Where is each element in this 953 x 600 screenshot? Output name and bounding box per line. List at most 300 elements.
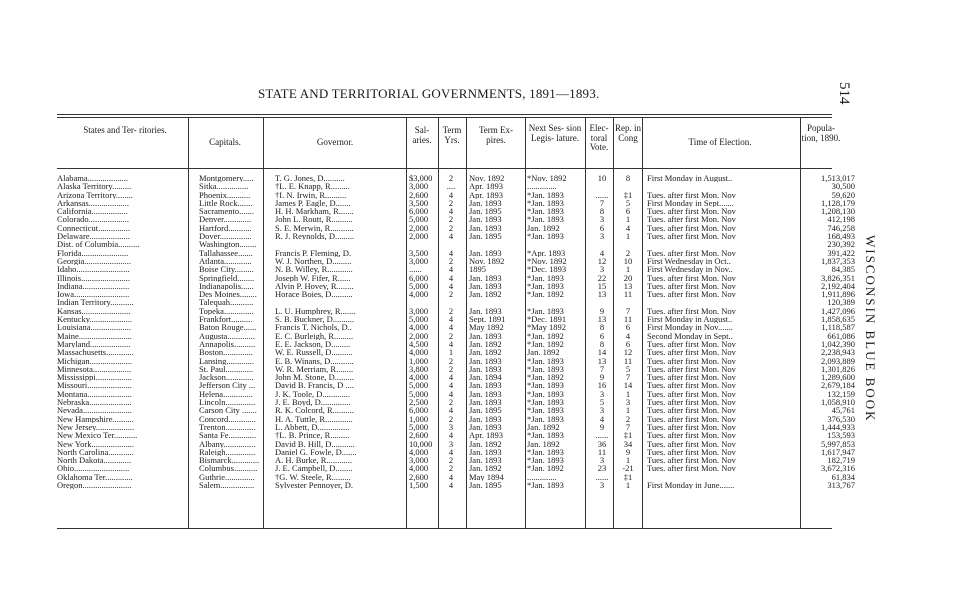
cell-term: 2: [448, 290, 454, 299]
cell-expires: Jan. 1892: [469, 464, 502, 473]
table-row: [57, 389, 855, 399]
table-row: [57, 439, 855, 448]
cell-state: Delaware...................: [57, 232, 130, 241]
cell-governor: H. A. Tuttle, R.............: [275, 414, 353, 423]
cell-term: 2: [448, 223, 454, 233]
cell-expires: Jan. 1892: [469, 339, 502, 349]
cell-governor: L. U. Humphrey, R.......: [275, 306, 356, 316]
running-head: WISCONSIN BLUE BOOK: [863, 235, 878, 423]
header-electoral: Elec- toral Vote.: [589, 123, 609, 152]
table-row: [57, 198, 855, 208]
cell-next: *Jan. 1893: [527, 207, 564, 216]
cell-capital: Sacramento.......: [199, 207, 254, 216]
cell-state: Michigan....................: [57, 356, 133, 365]
cell-state: Indiana......................: [57, 281, 130, 291]
cell-term: 3: [448, 422, 454, 432]
cell-governor: Francis T. Nichols, D..: [275, 323, 352, 332]
cell-next: *May 1892: [527, 323, 566, 332]
cell-next: *Jan. 1893: [527, 406, 564, 415]
cell-time: First Monday in August..: [647, 174, 733, 183]
cell-time: Tues. after first Mon. Nov: [647, 431, 736, 440]
cell-time: Tues. after first Mon. Nov: [647, 364, 736, 374]
cell-pop: 2,093,889: [821, 356, 855, 365]
cell-governor: R. J. Reynolds, D.........: [275, 232, 355, 241]
cell-capital: Jackson.............: [199, 373, 254, 382]
cell-capital: Topeka..............: [199, 306, 254, 316]
cell-time: Second Monday in Sept..: [647, 331, 733, 340]
cell-elec: 13: [597, 290, 607, 299]
top-rule-2: [57, 117, 832, 118]
cell-term: 4: [448, 281, 454, 291]
table-row: [57, 364, 855, 374]
table-row: [57, 223, 855, 233]
cell-expires: Jan. 1892: [469, 439, 502, 448]
cell-state: Illinois.......................: [57, 273, 130, 282]
cell-state: Arizona Territory........: [57, 190, 133, 199]
table-row: [57, 406, 855, 415]
cell-rep: 4: [625, 223, 631, 233]
cell-salary: 6,000: [409, 273, 429, 282]
cell-term: 4: [448, 265, 454, 274]
cell-next: *Jan. 1892: [527, 331, 564, 340]
table-row: [57, 414, 855, 423]
cell-pop: 1,513,017: [821, 174, 855, 183]
cell-next: *Jan. 1893: [527, 281, 564, 291]
cell-time: Tues. after first Mon. Nov: [647, 281, 736, 291]
cell-capital: Washington........: [199, 240, 257, 249]
cell-time: Tues. after first Mon. Nov: [647, 398, 736, 407]
cell-rep: ‡1: [623, 472, 633, 481]
cell-salary: 5,000: [409, 315, 429, 324]
cell-pop: 230,392: [827, 240, 855, 249]
cell-expires: Jan. 1893: [469, 198, 502, 208]
cell-capital: Columbus...........: [199, 464, 258, 473]
cell-pop: 746,258: [827, 223, 855, 233]
cell-governor: †I. N. Irwin, R..........: [275, 190, 347, 199]
cell-elec: 4: [599, 414, 605, 423]
cell-capital: Santa Fe.............: [199, 431, 257, 440]
cell-time: First Monday in June.......: [647, 480, 735, 490]
header-rep: Rep. in Cong: [615, 123, 641, 143]
cell-elec: 10: [597, 174, 607, 183]
cell-capital: Guthrie..............: [199, 472, 255, 481]
cell-next: *Jan. 1892: [527, 290, 564, 299]
cell-expires: May 1892: [469, 323, 504, 332]
cell-expires: Jan. 1893: [469, 447, 502, 457]
header-salary: Sal- aries.: [412, 125, 432, 145]
cell-salary: 2,000: [409, 331, 429, 340]
cell-next: *Jan. 1893: [527, 447, 564, 457]
cell-time: Tues. after first Mon. Nov: [647, 306, 736, 316]
cell-state: Oregon.......................: [57, 480, 132, 490]
table-row: [57, 207, 855, 216]
cell-state: Louisiana...................: [57, 323, 131, 332]
cell-state: Minnesota..................: [57, 364, 132, 374]
cell-term: 2: [448, 464, 454, 473]
cell-expires: Jan. 1895: [469, 480, 502, 490]
cell-term: 4: [448, 381, 454, 390]
cell-state: Georgia......................: [57, 256, 131, 266]
cell-time: First Monday in August..: [647, 315, 733, 324]
cell-elec: 3: [599, 265, 605, 274]
cell-salary: 4,500: [409, 339, 429, 349]
cell-capital: Montgomery.....: [199, 174, 254, 183]
cell-governor: N. B. Willey, R............: [275, 265, 353, 274]
cell-rep: 9: [625, 447, 631, 457]
cell-next: *Dec. 1891: [527, 315, 567, 324]
cell-term: 2: [448, 456, 454, 465]
cell-governor: E. B. Winans, D...........: [275, 356, 354, 365]
cell-governor: J. K. Toole, D.............: [275, 389, 351, 399]
cell-time: Tues. after first Mon. Nov: [647, 290, 736, 299]
cell-state: Missouri.....................: [57, 381, 132, 390]
cell-next: *Apr. 1893: [527, 248, 566, 257]
cell-rep: 2: [625, 248, 631, 257]
cell-term: 2: [448, 256, 454, 266]
cell-pop: 1,289,600: [821, 373, 855, 382]
cell-capital: Indianapolis......: [199, 281, 254, 291]
cell-time: Tues. after first Mon. Nov: [647, 248, 736, 257]
cell-elec: 3: [599, 232, 605, 241]
table-row: [57, 265, 855, 274]
cell-elec: 7: [599, 364, 605, 374]
cell-salary: 3,500: [409, 198, 429, 208]
cell-term: 4: [448, 339, 454, 349]
table-row: [57, 480, 855, 490]
cell-term: 4: [448, 315, 454, 324]
cell-salary: 3,800: [409, 364, 429, 374]
cell-term: 4: [448, 406, 454, 415]
table-row: [57, 356, 855, 365]
cell-governor: Alvin P. Hovey, R........: [275, 281, 354, 291]
cell-time: Tues. after first Mon. Nov: [647, 356, 736, 365]
cell-capital: Denver.............: [199, 215, 252, 224]
cell-elec: 6: [599, 331, 605, 340]
cell-governor: †G. W. Steele, R.........: [275, 472, 351, 481]
table-row: [57, 464, 855, 473]
cell-state: Kansas.......................: [57, 306, 131, 316]
cell-governor: Sylvester Pennoyer, D.: [275, 480, 354, 490]
cell-term: 2: [448, 398, 454, 407]
table-row: [57, 398, 855, 407]
cell-capital: Boston..............: [199, 348, 253, 357]
cell-next: *Jan. 1893: [527, 431, 564, 440]
cell-term: 4: [448, 323, 454, 332]
cell-elec: 13: [597, 315, 607, 324]
cell-expires: Jan. 1893: [469, 422, 502, 432]
cell-expires: Sept. 1891: [469, 315, 506, 324]
cell-governor: J. E. Campbell, D........: [275, 464, 353, 473]
table-row: [57, 315, 855, 324]
cell-next: *Jan. 1893: [527, 232, 564, 241]
cell-pop: 84,385: [831, 265, 855, 274]
cell-capital: Augusta.............: [199, 331, 255, 340]
cell-rep: 3: [625, 398, 631, 407]
cell-rep: 1: [625, 232, 631, 241]
cell-term: 4: [448, 431, 454, 440]
cell-next: *Jan. 1893: [527, 398, 564, 407]
cell-salary: 3,000: [409, 256, 429, 266]
header-expires: Term Ex- pires.: [478, 125, 514, 145]
cell-capital: Salem................: [199, 480, 255, 490]
cell-term: 2: [448, 364, 454, 374]
cell-pop: 1,118,587: [821, 323, 855, 332]
table-row: [57, 381, 855, 390]
cell-expires: Jan. 1893: [469, 273, 502, 282]
cell-term: 2: [448, 306, 454, 316]
table-row: [57, 240, 855, 249]
cell-pop: 376,530: [827, 414, 855, 423]
cell-elec: 23: [597, 464, 607, 473]
cell-capital: Baton Rouge......: [199, 323, 257, 332]
cell-state: Kentucky....................: [57, 315, 132, 324]
cell-term: 4: [448, 248, 454, 257]
cell-expires: Jan. 1893: [469, 306, 502, 316]
cell-elec: 22: [597, 273, 607, 282]
cell-rep: 14: [623, 381, 633, 390]
table-row: [57, 281, 855, 291]
cell-salary: 4,000: [409, 348, 429, 357]
table-row: [57, 373, 855, 382]
cell-state: Maine.........................: [57, 331, 132, 340]
cell-rep: 7: [625, 422, 631, 432]
cell-term: 2: [448, 356, 454, 365]
cell-capital: Lincoln..............: [199, 398, 256, 407]
page-title: STATE AND TERRITORIAL GOVERNMENTS, 1891—1893.: [258, 86, 600, 101]
cell-next: *Nov. 1892: [527, 174, 567, 183]
cell-pop: 168,493: [827, 232, 855, 241]
cell-governor: J. E. Boyd, D..............: [275, 398, 351, 407]
cell-state: Florida......................: [57, 248, 129, 257]
cell-salary: 4,000: [409, 373, 429, 382]
cell-state: Idaho.........................: [57, 265, 130, 274]
cell-term: 4: [448, 190, 454, 199]
cell-elec: 4: [599, 248, 605, 257]
header-term: Term Yrs.: [442, 125, 462, 145]
cell-rep: 13: [623, 281, 633, 291]
cell-governor: T. G. Jones, D..........: [275, 174, 345, 183]
cell-state: Nevada.......................: [57, 406, 132, 415]
cell-governor: Joseph W. Fifer, R......: [275, 273, 351, 282]
cell-state: North Dakota.............: [57, 456, 132, 465]
top-rule: [57, 114, 832, 115]
cell-term: ....: [446, 182, 456, 191]
cell-pop: 661,086: [827, 331, 855, 340]
bottom-rule: [57, 528, 832, 529]
cell-salary: 6,000: [409, 207, 429, 216]
cell-salary: $3,000: [409, 174, 433, 183]
cell-state: Oklahoma Ter.............: [57, 472, 133, 481]
cell-time: Tues. after first Mon. Nov: [647, 348, 736, 357]
cell-capital: Trenton..............: [199, 422, 256, 432]
cell-elec: 36: [597, 439, 607, 448]
table-row: [57, 298, 855, 307]
cell-state: Montana.....................: [57, 389, 132, 399]
cell-salary: 5,000: [409, 389, 429, 399]
table-row: [57, 431, 855, 440]
cell-rep: 10: [623, 256, 633, 266]
cell-salary: 1,000: [409, 414, 429, 423]
cell-salary: 3,500: [409, 248, 429, 257]
cell-state: Alabama...................: [57, 174, 129, 183]
cell-rep: 1: [625, 406, 631, 415]
cell-salary: 2,600: [409, 190, 429, 199]
cell-term: 4: [448, 207, 454, 216]
cell-governor: S. E. Merwin, R...........: [275, 223, 354, 233]
cell-salary: 10,000: [409, 439, 433, 448]
cell-pop: 61,834: [831, 472, 855, 481]
cell-pop: 2,679,184: [821, 381, 855, 390]
cell-capital: Raleigh..............: [199, 447, 256, 457]
cell-next: *Jan. 1893: [527, 389, 564, 399]
table-row: [57, 215, 855, 224]
table-row: [57, 232, 855, 241]
cell-term: 4: [448, 389, 454, 399]
cell-elec: 11: [597, 447, 607, 457]
cell-time: Tues. after first Mon. Nov: [647, 215, 736, 224]
cell-elec: 3: [599, 456, 605, 465]
cell-elec: 14: [597, 348, 607, 357]
cell-capital: Lansing.............: [199, 356, 255, 365]
cell-time: Tues. after first Mon. Nov: [647, 464, 736, 473]
cell-state: Maryland...................: [57, 339, 131, 349]
cell-state: New Jersey..................: [57, 422, 135, 432]
cell-salary: 3,000: [409, 182, 429, 191]
cell-elec: 16: [597, 381, 607, 390]
cell-elec: 8: [599, 207, 605, 216]
cell-state: Colorado...................: [57, 215, 130, 224]
cell-rep: 7: [625, 373, 631, 382]
cell-expires: Jan. 1893: [469, 215, 502, 224]
cell-term: 2: [448, 331, 454, 340]
cell-capital: Concord.............: [199, 414, 256, 423]
cell-rep: 1: [625, 456, 631, 465]
cell-governor: †L. E. Knapp, R.........: [275, 182, 350, 191]
cell-rep: -21: [622, 464, 634, 473]
cell-capital: Frankfort..........: [199, 315, 253, 324]
cell-capital: Springfield........: [199, 273, 255, 282]
cell-pop: 1,128,179: [821, 198, 855, 208]
cell-governor: H. H. Markham, R.......: [275, 207, 354, 216]
cell-next: *Jan. 1893: [527, 198, 564, 208]
cell-capital: Jefferson City ...: [199, 381, 256, 390]
header-governor: Governor.: [316, 137, 354, 147]
cell-state: Ohio..........................: [57, 464, 130, 473]
cell-next: *Jan. 1893: [527, 273, 564, 282]
cell-salary: 6,000: [409, 406, 429, 415]
cell-time: Tues. after first Mon. Nov: [647, 339, 736, 349]
cell-term: 1: [448, 348, 454, 357]
cell-governor: A. H. Burke, R............: [275, 456, 352, 465]
cell-salary: 5,000: [409, 281, 429, 291]
cell-pop: 120,389: [827, 298, 855, 307]
cell-rep: 4: [625, 331, 631, 340]
cell-rep: 8: [625, 174, 631, 183]
cell-expires: Jan. 1895: [469, 232, 502, 241]
cell-next: ..............: [527, 472, 557, 481]
cell-pop: 1,911,896: [821, 290, 855, 299]
cell-elec: ......: [595, 431, 609, 440]
cell-salary: 4,000: [409, 447, 429, 457]
cell-pop: 1,837,353: [821, 256, 855, 266]
cell-pop: 132,159: [827, 389, 855, 399]
cell-next: *Dec. 1893: [527, 265, 567, 274]
header-time: Time of Election.: [688, 137, 752, 147]
cell-salary: 5,000: [409, 422, 429, 432]
header-capital: Capitals.: [209, 137, 241, 147]
cell-state: Mississippi.................: [57, 373, 132, 382]
cell-time: Tues. after first Mon. Nov: [647, 406, 736, 415]
cell-expires: Jan. 1893: [469, 414, 502, 423]
header-population: Popula- tion, 1890.: [801, 123, 841, 143]
cell-elec: 3: [599, 389, 605, 399]
cell-time: Tues. after first Mon. Nov: [647, 414, 736, 423]
cell-next: *Jan. 1893: [527, 364, 564, 374]
cell-pop: 2,238,943: [821, 348, 855, 357]
cell-next: *Jan. 1893: [527, 414, 564, 423]
cell-elec: 8: [599, 323, 605, 332]
cell-elec: 5: [599, 398, 605, 407]
cell-next: *Nov. 1892: [527, 256, 567, 266]
cell-state: Nebraska....................: [57, 398, 132, 407]
cell-state: New York....................: [57, 439, 134, 448]
cell-rep: ‡1: [623, 190, 633, 199]
cell-pop: 59,620: [831, 190, 855, 199]
cell-salary: 4,000: [409, 464, 429, 473]
cell-state: California.................: [57, 207, 128, 216]
cell-state: North Carolina............: [57, 447, 134, 457]
cell-salary: 4,000: [409, 323, 429, 332]
cell-rep: 6: [625, 339, 631, 349]
cell-next: *Jan. 1893: [527, 215, 564, 224]
table-row: [57, 290, 855, 299]
table-body: [57, 174, 855, 490]
table-row: [57, 348, 855, 357]
cell-term: 4: [448, 480, 454, 490]
cell-next: Jan. 1892: [527, 422, 560, 432]
cell-governor: John M. Stone, D.........: [275, 373, 354, 382]
cell-governor: James P. Eagle, D.......: [275, 198, 351, 208]
cell-expires: Jan. 1893: [469, 331, 502, 340]
cell-next: *Jan. 1893: [527, 306, 564, 316]
cell-capital: Annapolis..........: [199, 339, 256, 349]
cell-rep: 11: [623, 290, 633, 299]
cell-elec: 9: [599, 373, 605, 382]
cell-capital: Helena..............: [199, 389, 253, 399]
cell-capital: Albany...............: [199, 439, 256, 448]
cell-time: First Wednesday in Nov..: [647, 265, 733, 274]
cell-next: ..............: [527, 182, 557, 191]
cell-expires: Nov. 1892: [469, 256, 505, 266]
cell-pop: 1,858,635: [821, 315, 855, 324]
cell-next: *Jan. 1893: [527, 190, 564, 199]
cell-salary: 2,600: [409, 431, 429, 440]
cell-elec: 9: [599, 422, 605, 432]
cell-pop: 3,826,351: [821, 273, 855, 282]
cell-term: 4: [448, 447, 454, 457]
cell-capital: St. Paul.............: [199, 364, 254, 374]
table-row: [57, 273, 855, 282]
table-row: [57, 174, 855, 183]
cell-expires: Nov. 1892: [469, 174, 505, 183]
cell-governor: Francis P. Fleming, D.: [275, 248, 352, 257]
cell-elec: 3: [599, 480, 605, 490]
cell-salary: 1,000: [409, 356, 429, 365]
cell-state: Dist. of Columbia..........: [57, 240, 140, 249]
cell-term: 2: [448, 174, 454, 183]
table-row: [57, 190, 855, 199]
cell-time: Tues. after first Mon. Nov: [647, 439, 736, 448]
